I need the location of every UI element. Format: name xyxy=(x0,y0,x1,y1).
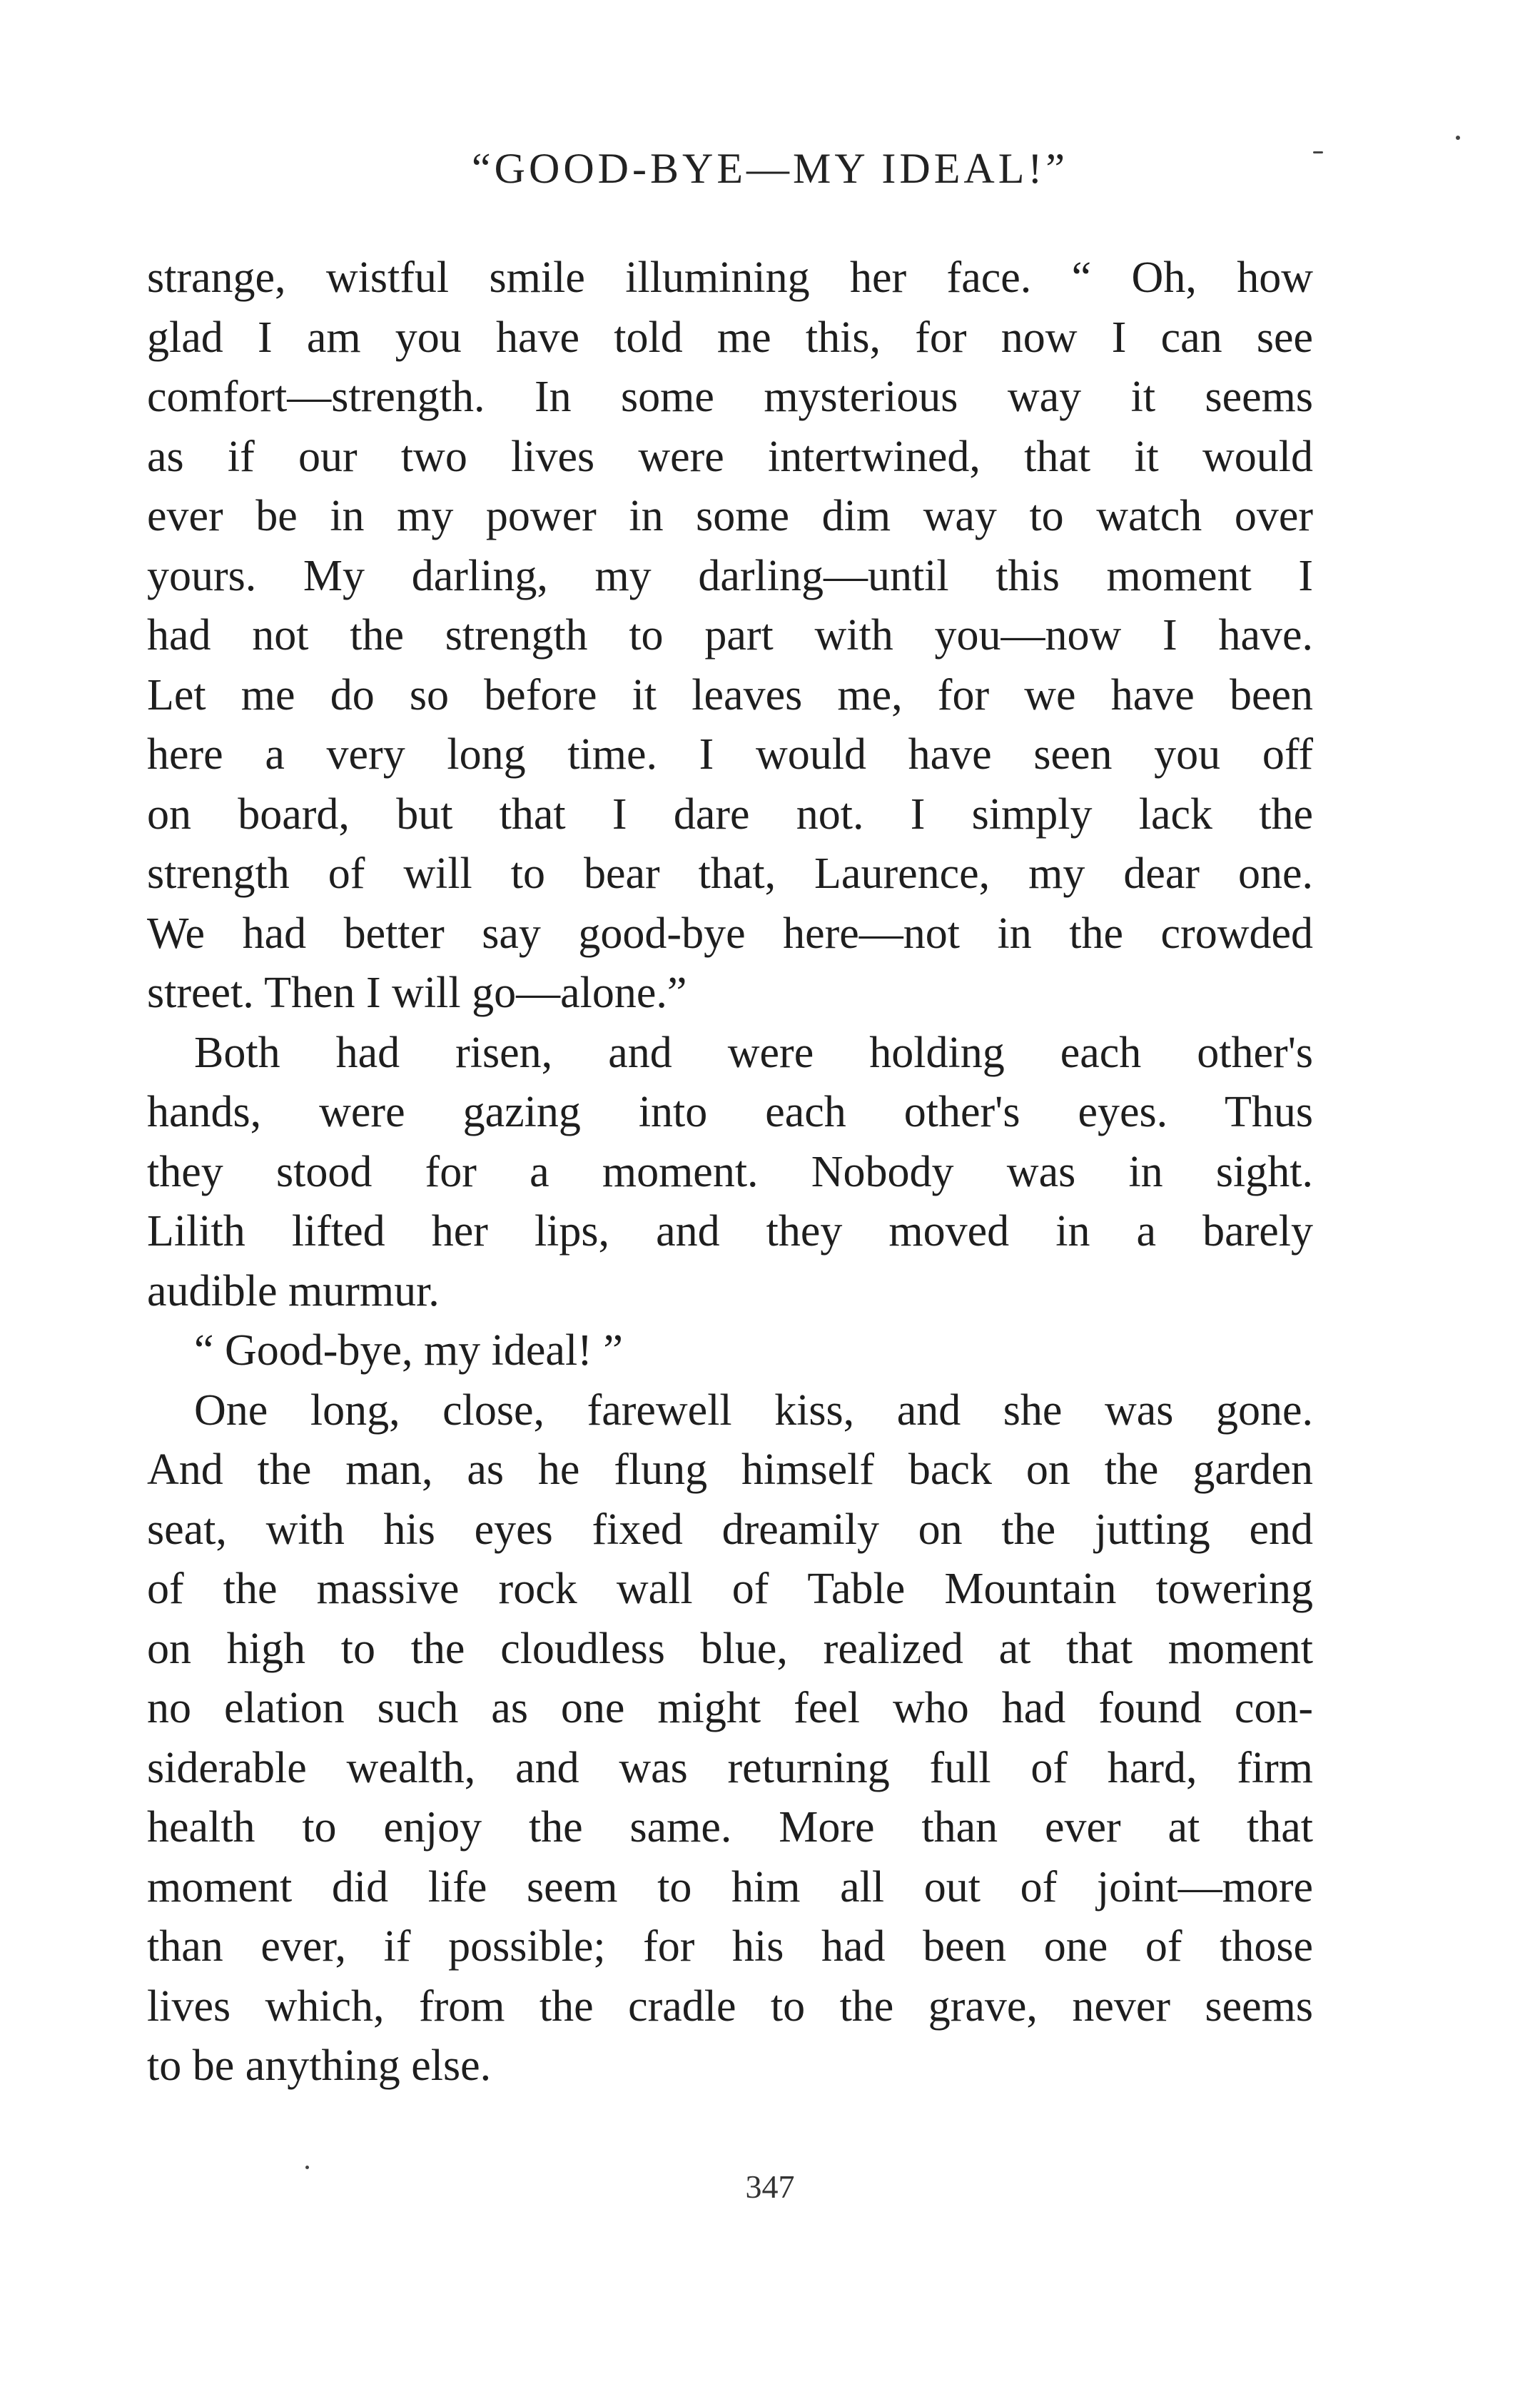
text-line: Let me do so before it leaves me, for we have been xyxy=(147,670,1313,719)
text-line: no elation such as one might feel who had found con- xyxy=(147,1684,1313,1732)
text-line: ever be in my power in some dim way to watch over xyxy=(147,492,1313,540)
text-line: audible murmur. xyxy=(147,1266,440,1315)
text-line: siderable wealth, and was returning full of hard, firm xyxy=(147,1743,1313,1792)
text-line: street. Then I will go—alone.” xyxy=(147,969,687,1017)
body-text xyxy=(147,248,1313,2096)
text-line: And the man, as he flung himself back on the garden xyxy=(147,1445,1313,1494)
running-head: “GOOD-BYE—MY IDEAL!” xyxy=(472,145,1068,192)
text-line: We had better say good-bye here—not in the crowded xyxy=(147,909,1313,958)
text-line: had not the strength to part with you—now I have. xyxy=(147,611,1313,660)
scan-speck xyxy=(305,2166,309,2169)
text-line: on high to the cloudless blue, realized at that moment xyxy=(147,1624,1313,1673)
text-line: they stood for a moment. Nobody was in sight. xyxy=(147,1147,1313,1196)
text-line: health to enjoy the same. More than ever at that xyxy=(147,1803,1313,1852)
scan-speck xyxy=(1313,151,1323,153)
text-line: glad I am you have told me this, for now I can see xyxy=(147,313,1313,362)
text-line: One long, close, farewell kiss, and she was gone. xyxy=(194,1385,1313,1435)
text-line: on board, but that I dare not. I simply lack the xyxy=(147,789,1313,839)
text-line: Lilith lifted her lips, and they moved in a barely xyxy=(147,1207,1313,1256)
text-line: moment did life seem to him all out of joint—more xyxy=(147,1862,1313,1911)
text-line: hands, were gazing into each other's eyes. Thus xyxy=(147,1088,1313,1136)
text-line: “ Good-bye, my ideal! ” xyxy=(194,1326,623,1375)
scan-speck xyxy=(1456,136,1460,140)
text-line: to be anything else. xyxy=(147,2041,492,2090)
text-line: strength of will to bear that, Laurence, my dear one. xyxy=(147,849,1313,898)
page-number: 347 xyxy=(745,2168,795,2205)
text-line: lives which, from the cradle to the grave, never seems xyxy=(147,1981,1313,2031)
text-line: strange, wistful smile illumining her face. “ Oh, how xyxy=(147,253,1313,302)
text-line: here a very long time. I would have seen you off xyxy=(147,730,1313,779)
text-line: comfort—strength. In some mysterious way it seems xyxy=(147,373,1313,421)
text-line: yours. My darling, my darling—until this moment I xyxy=(147,551,1313,600)
text-line: seat, with his eyes fixed dreamily on the jutting end xyxy=(147,1505,1313,1554)
text-line: as if our two lives were intertwined, that it would xyxy=(147,432,1313,481)
text-line: Both had risen, and were holding each other's xyxy=(194,1028,1313,1077)
text-line: than ever, if possible; for his had been one of those xyxy=(147,1922,1313,1971)
text-line: of the massive rock wall of Table Mountain towering xyxy=(147,1565,1313,1613)
